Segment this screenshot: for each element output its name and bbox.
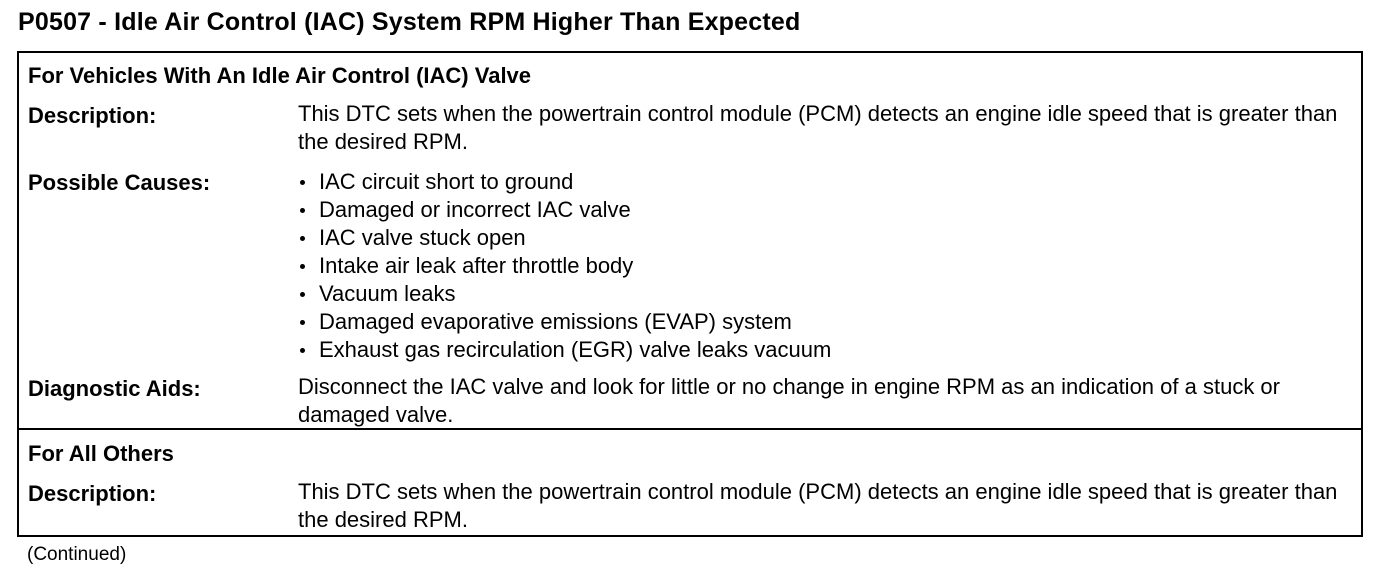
section-heading-iac-valve: For Vehicles With An Idle Air Control (IAC) Valve: [28, 63, 532, 88]
cause-item: Exhaust gas recirculation (EGR) valve leaks vacuum: [298, 336, 1348, 364]
section-divider: [19, 428, 1361, 430]
diagnostic-aids-text: Disconnect the IAC valve and look for little or no change in engine RPM as an indication of a stuck or damaged valve.: [298, 374, 1280, 427]
continued-note: (Continued): [27, 544, 127, 565]
page-title: P0507 - Idle Air Control (IAC) System RPM Higher Than Expected: [18, 8, 801, 36]
possible-causes-label: Possible Causes:: [28, 170, 211, 195]
cause-item: IAC valve stuck open: [298, 224, 1348, 252]
description-label: Description:: [28, 103, 157, 128]
section-heading-all-others: For All Others: [28, 441, 174, 466]
description-text: This DTC sets when the powertrain control module (PCM) detects an engine idle speed that is greater than the desired RPM.: [298, 101, 1338, 154]
cause-item: Intake air leak after throttle body: [298, 252, 1348, 280]
cause-item: Damaged or incorrect IAC valve: [298, 196, 1348, 224]
description-label: Description:: [28, 481, 157, 506]
description-text: This DTC sets when the powertrain control module (PCM) detects an engine idle speed that is greater than the desired RPM.: [298, 479, 1338, 532]
cause-item: IAC circuit short to ground: [298, 168, 1348, 196]
dtc-table: [17, 51, 1363, 537]
possible-causes-list: [298, 168, 1348, 364]
cause-item: Vacuum leaks: [298, 280, 1348, 308]
diagnostic-aids-label: Diagnostic Aids:: [28, 376, 201, 401]
cause-item: Damaged evaporative emissions (EVAP) system: [298, 308, 1348, 336]
